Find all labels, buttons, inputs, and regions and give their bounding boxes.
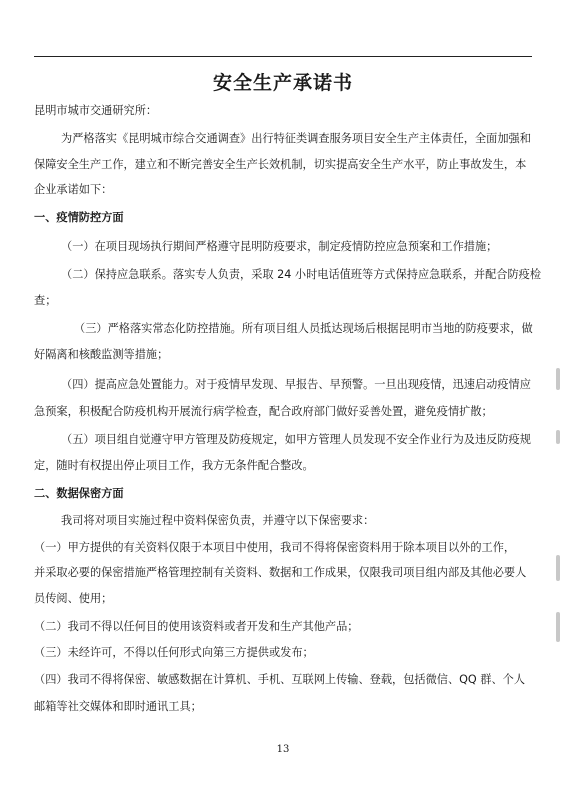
section-heading-epidemic: 一、疫情防控方面: [34, 211, 124, 224]
header-rule: [34, 56, 532, 57]
data-security-item-4-line-2: 邮箱等社交媒体和即时通讯工具；: [34, 700, 202, 713]
scan-mark: [556, 555, 560, 581]
scan-mark: [556, 368, 560, 390]
epidemic-item-3-line-2: 好隔离和核酸监测等措施；: [34, 348, 169, 361]
epidemic-item-2-line-1: （二）保持应急联系。落实专人负责，采取 24 小时电话值班等方式保持应急联系，并配合防疫检: [61, 268, 542, 281]
data-security-item-1-line-3: 员传阅、使用；: [34, 592, 113, 605]
intro-line-2: 保障安全生产工作，建立和不断完善安全生产长效机制，切实提高安全生产水平，防止事故发生，本: [34, 158, 527, 171]
epidemic-item-4-line-2: 急预案，积极配合防疫机构开展流行病学检查，配合政府部门做好妥善处置，避免疫情扩散；: [34, 405, 493, 418]
epidemic-item-3-line-1: （三）严格落实常态化防控措施。所有项目组人员抵达现场后根据昆明市当地的防疫要求，做: [74, 322, 533, 335]
epidemic-item-5-line-2: 定，随时有权提出停止项目工作，我方无条件配合整改。: [34, 459, 314, 472]
data-security-item-1-line-1: （一）甲方提供的有关资料仅限于本项目中使用，我司不得将保密资料用于除本项目以外的工作，: [34, 541, 516, 554]
data-security-item-1-line-2: 并采取必要的保密措施严格管理控制有关资料、数据和工作成果，仅限我司项目组内部及其他必要人: [34, 566, 527, 579]
data-security-item-2: （二）我司不得以任何目的使用该资料或者开发和生产其他产品；: [34, 620, 359, 633]
epidemic-item-2-line-2: 查；: [34, 294, 57, 307]
page-number: 13: [276, 744, 290, 755]
intro-line-3: 企业承诺如下：: [34, 183, 113, 196]
data-security-item-3: （三）未经许可，不得以任何形式向第三方提供或发布；: [34, 646, 314, 659]
data-security-item-4-line-1: （四）我司不得将保密、敏感数据在计算机、手机、互联网上传输、登载，包括微信、QQ 群、个人: [34, 673, 526, 686]
data-security-intro: 我司将对项目实施过程中资料保密负责，并遵守以下保密要求：: [61, 514, 375, 527]
scan-mark: [556, 430, 560, 444]
addressee-line: 昆明市城市交通研究所：: [34, 104, 158, 117]
section-heading-data-security: 二、数据保密方面: [34, 487, 124, 500]
document-title: 安全生产承诺书: [212, 72, 353, 94]
intro-line-1: 为严格落实《昆明城市综合交通调查》出行特征类调查服务项目安全生产主体责任，全面加强和: [61, 132, 531, 145]
epidemic-item-5-line-1: （五）项目组自觉遵守甲方管理及防疫规定，如甲方管理人员发现不安全作业行为及违反防疫规: [61, 433, 531, 446]
epidemic-item-4-line-1: （四）提高应急处置能力。对于疫情早发现、早报告、早预警。一旦出现疫情，迅速启动疫情应: [61, 378, 531, 391]
epidemic-item-1: （一）在项目现场执行期间严格遵守昆明防疫要求，制定疫情防控应急预案和工作措施；: [61, 240, 498, 253]
scan-mark: [556, 612, 560, 642]
